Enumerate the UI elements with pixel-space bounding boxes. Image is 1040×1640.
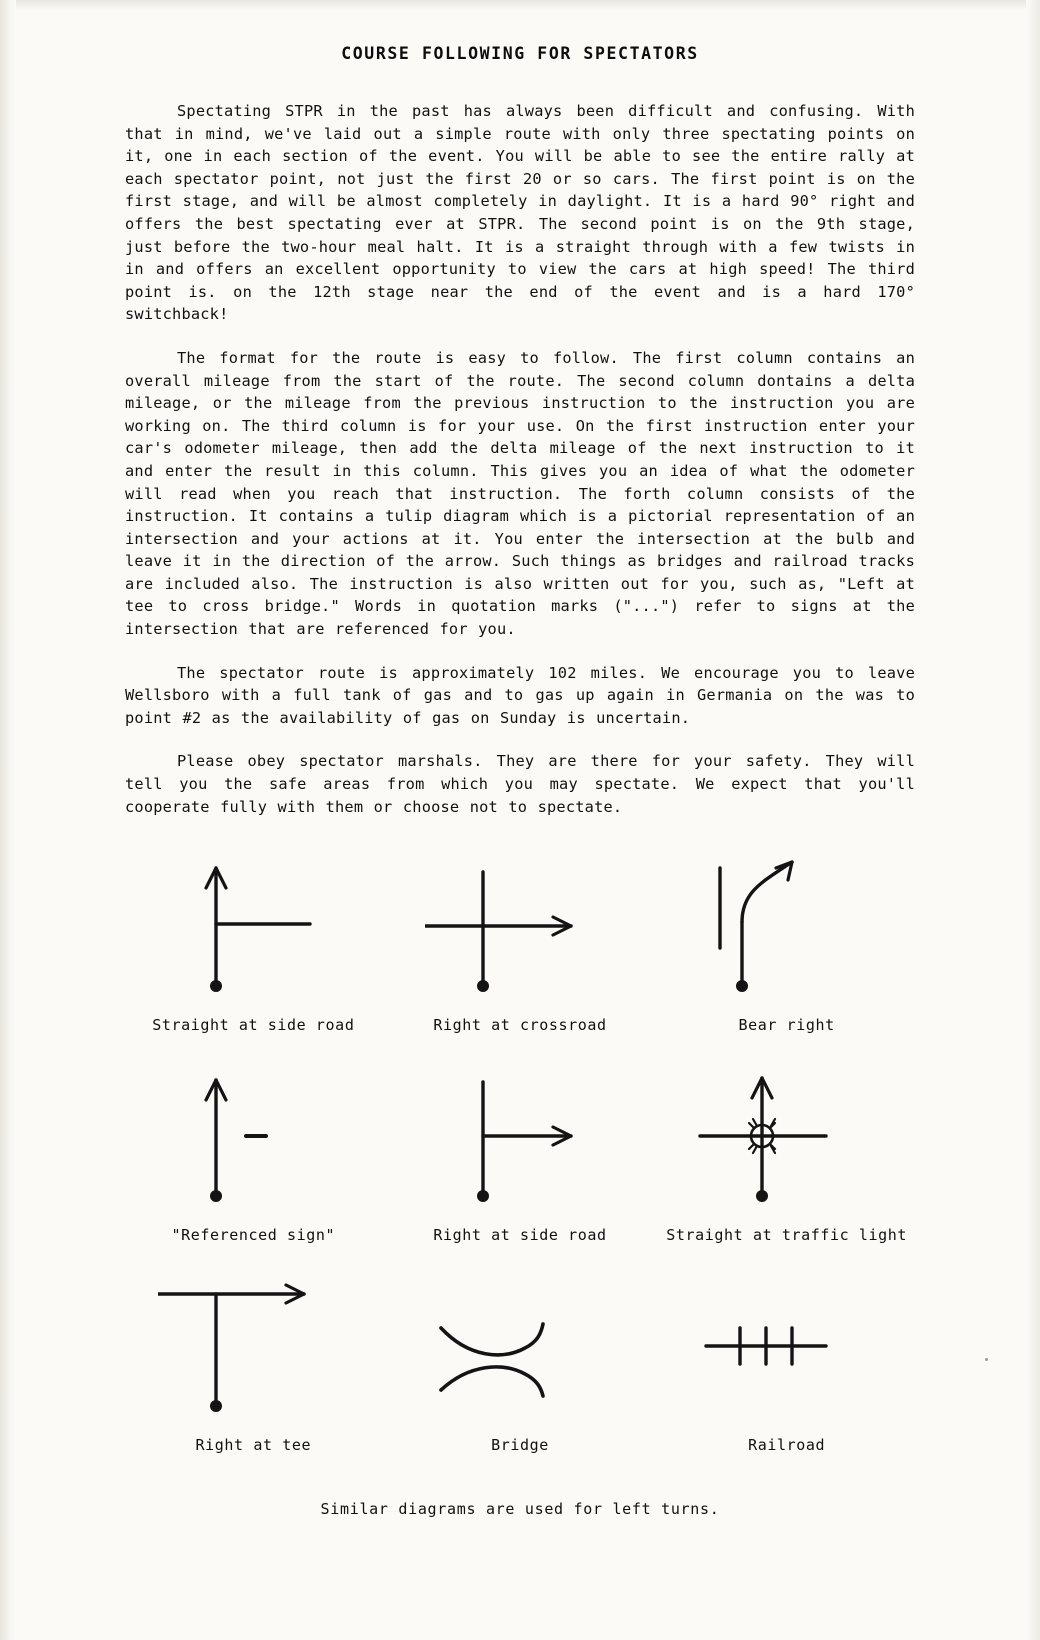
diagram-label: Straight at side road xyxy=(152,1016,355,1035)
diagram-label: Railroad xyxy=(748,1436,826,1455)
diagram-straight-at-side-road xyxy=(120,852,387,1058)
diagram-label: Right at tee xyxy=(195,1436,312,1455)
diagram-straight-at-traffic-light xyxy=(653,1062,920,1268)
right-at-crossroad-icon xyxy=(425,852,615,1002)
diagram-bridge xyxy=(387,1272,654,1478)
paragraph-marshals: Please obey spectator marshals. They are there for your safety. They will tell you the safe areas from which you may spectate. We expect that you'll cooperate fully with them or choose not to spectate. xyxy=(125,752,915,816)
diagram-right-at-crossroad xyxy=(387,852,654,1058)
right-at-tee-icon xyxy=(158,1272,348,1422)
railroad-icon xyxy=(692,1272,882,1422)
paragraph-format: The format for the route is easy to follow. The first column contains an overall mileage from the start of the route. The second column dontains a delta mileage, or the mileage from the previous instruction to the instruction you are working on. The third column is for your use. On the first instruction enter your car's odometer mileage, then add the delta mileage of the next instruction to it and enter the result in this column. This gives you an idea of what the odometer will read when you reach that instruction. The forth column consists of the instruction. It contains a tulip diagram which is a pictorial representation of an intersection and your actions at it. You enter the intersection at the bulb and leave it in the direction of the arrow. Such things as bridges and railroad tracks are included also. The instruction is also written out for you, such as, "Left at tee to cross bridge." Words in quotation marks ("...") refer to signs at the intersection that are referenced for you. xyxy=(125,348,915,639)
right-at-side-road-icon xyxy=(425,1062,615,1212)
page-title: COURSE FOLLOWING FOR SPECTATORS xyxy=(341,44,699,63)
body-text xyxy=(125,100,915,818)
referenced-sign-icon xyxy=(158,1062,348,1212)
straight-at-traffic-light-icon xyxy=(692,1062,882,1212)
bear-right-icon xyxy=(692,852,882,1002)
diagram-railroad xyxy=(653,1272,920,1478)
diagram-label: Bear right xyxy=(738,1016,835,1035)
straight-at-side-road-icon xyxy=(158,852,348,1002)
diagram-bear-right xyxy=(653,852,920,1058)
footer-note: Similar diagrams are used for left turns. xyxy=(320,1500,720,1519)
bridge-icon xyxy=(425,1272,615,1422)
diagram-right-at-side-road xyxy=(387,1062,654,1268)
paragraph-intro: Spectating STPR in the past has always been difficult and confusing. With that in mind, we've laid out a simple route with only three spectating points on it, one in each section of the event. You will be able to see the entire rally at each spectator point, not just the first 20 or so cars. The first point is on the first stage, and will be almost completely in daylight. It is a hard 90° right and offers the best spectating ever at STPR. The second point is on the 9th stage, just before the two-hour meal halt. It is a straight through with a few twists in in and offers an excellent opportunity to view the cars at high speed! The third point is. on the 12th stage near the end of the event and is a hard 170° switchback! xyxy=(125,102,915,324)
diagram-label: Straight at traffic light xyxy=(666,1226,908,1245)
diagram-label: Bridge xyxy=(491,1436,549,1455)
diagram-label: Right at side road xyxy=(433,1226,607,1245)
diagram-referenced-sign xyxy=(120,1062,387,1268)
tulip-diagram-grid xyxy=(120,852,920,1478)
diagram-right-at-tee xyxy=(120,1272,387,1478)
diagram-label: "Referenced sign" xyxy=(171,1226,336,1245)
paragraph-route: The spectator route is approximately 102 miles. We encourage you to leave Wellsboro with a full tank of gas and to gas up again in Germania on the was to point #2 as the availability of gas on Sunday is uncertain. xyxy=(125,663,915,727)
diagram-label: Right at crossroad xyxy=(433,1016,607,1035)
